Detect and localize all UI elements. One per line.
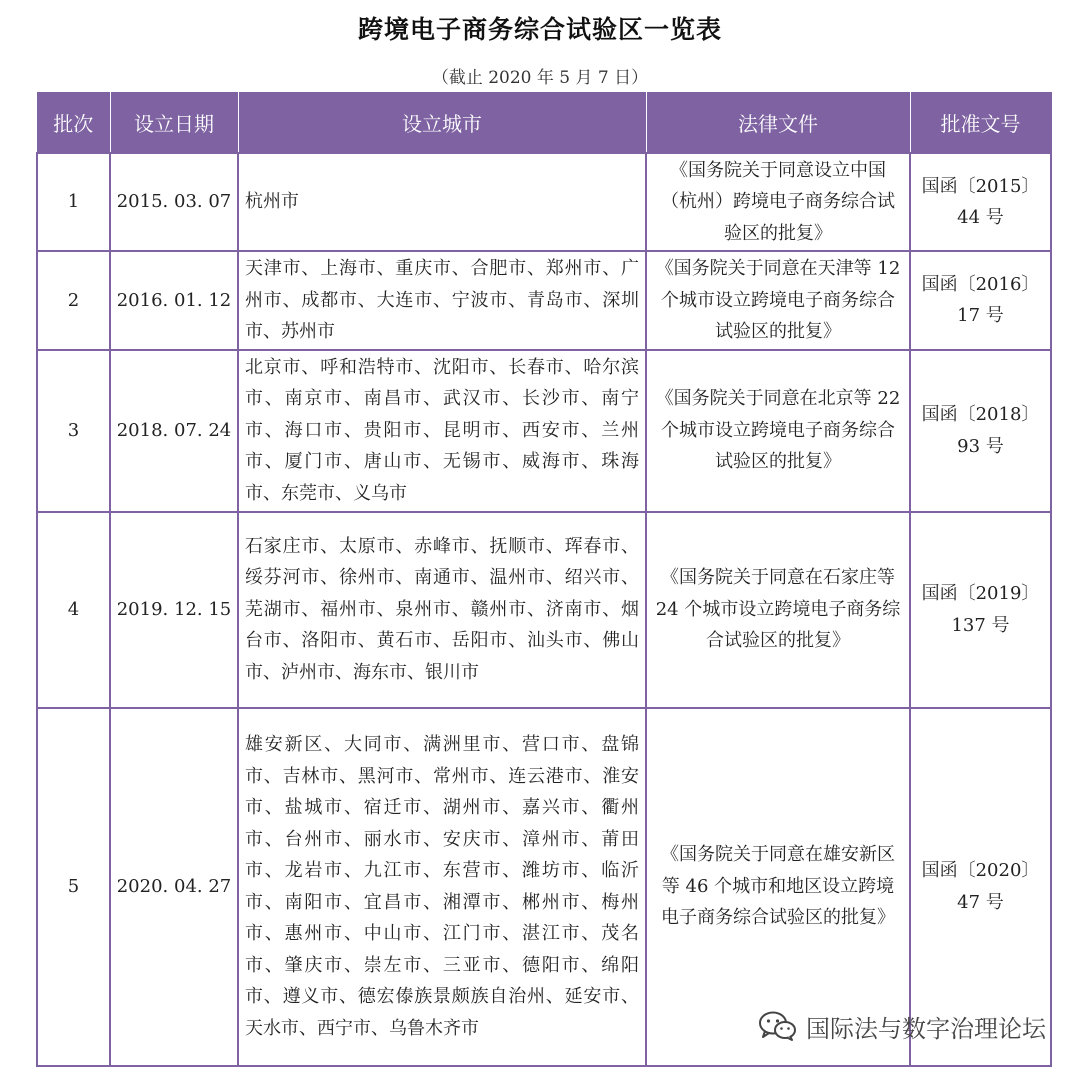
batch-cell: 4 [37,512,110,708]
page-subtitle: （截止 2020 年 5 月 7 日） [431,68,649,88]
law-cell: 《国务院关于同意在天津等 12 个城市设立跨境电子商务综合试验区的批复》 [646,251,910,350]
law-cell: 《国务院关于同意在石家庄等 24 个城市设立跨境电子商务综合试验区的批复》 [646,512,910,708]
header-cities: 设立城市 [238,92,646,153]
table-row [37,251,1051,350]
date-cell: 2019. 12. 15 [110,512,238,708]
table-row [37,512,1051,708]
cities-cell: 天津市、上海市、重庆市、合肥市、郑州市、广州市、成都市、大连市、宁波市、青岛市、深圳市、苏州市 [238,251,646,350]
cities-cell: 北京市、呼和浩特市、沈阳市、长春市、哈尔滨市、南京市、南昌市、武汉市、长沙市、南宁市、海口市、贵阳市、昆明市、西安市、兰州市、厦门市、唐山市、无锡市、威海市、珠海市、东莞市、义乌市 [238,350,646,512]
watermark-text: 国际法与数字治理论坛 [806,1014,1046,1043]
date-cell: 2018. 07. 24 [110,350,238,512]
batch-cell: 5 [37,708,110,1066]
doc-number-cell: 国函〔2020〕47 号 [910,708,1051,1066]
doc-number-cell: 国函〔2016〕17 号 [910,251,1051,350]
cities-cell: 杭州市 [238,153,646,251]
table-row [37,153,1051,251]
wechat-icon [758,1010,798,1042]
law-cell: 《国务院关于同意在北京等 22 个城市设立跨境电子商务综合试验区的批复》 [646,350,910,512]
header-batch: 批次 [37,92,110,153]
doc-number-cell: 国函〔2015〕44 号 [910,153,1051,251]
doc-number-cell: 国函〔2018〕93 号 [910,350,1051,512]
header-doc-number: 批准文号 [910,92,1051,153]
cities-cell: 石家庄市、太原市、赤峰市、抚顺市、珲春市、绥芬河市、徐州市、南通市、温州市、绍兴市、芜湖市、福州市、泉州市、赣州市、济南市、烟台市、洛阳市、黄石市、岳阳市、汕头市、佛山市、泸州市、海东市、银川市 [238,512,646,708]
law-cell: 《国务院关于同意设立中国（杭州）跨境电子商务综合试验区的批复》 [646,153,910,251]
table-row [37,350,1051,512]
watermark [758,1009,1046,1043]
law-cell: 《国务院关于同意在雄安新区等 46 个城市和地区设立跨境电子商务综合试验区的批复》 [646,708,910,1066]
table-header-row [37,92,1051,153]
date-cell: 2016. 01. 12 [110,251,238,350]
cities-cell: 雄安新区、大同市、满洲里市、营口市、盘锦市、吉林市、黑河市、常州市、连云港市、淮安市、盐城市、宿迁市、湖州市、嘉兴市、衢州市、台州市、丽水市、安庆市、漳州市、莆田市、龙岩市、九江市、东营市、潍坊市、临沂市、南阳市、宜昌市、湘潭市、郴州市、梅州市、惠州市、中山市、江门市、湛江市、茂名市、肇庆市、崇左市、三亚市、德阳市、绵阳市、遵义市、德宏傣族景颇族自治州、延安市、天水市、西宁市、乌鲁木齐市 [238,708,646,1066]
batch-cell: 3 [37,350,110,512]
header-date: 设立日期 [110,92,238,153]
date-cell: 2015. 03. 07 [110,153,238,251]
header-law: 法律文件 [646,92,910,153]
batch-cell: 1 [37,153,110,251]
date-cell: 2020. 04. 27 [110,708,238,1066]
batch-cell: 2 [37,251,110,350]
doc-number-cell: 国函〔2019〕137 号 [910,512,1051,708]
page-title: 跨境电子商务综合试验区一览表 [357,15,722,44]
pilot-zone-table [36,92,1052,1067]
